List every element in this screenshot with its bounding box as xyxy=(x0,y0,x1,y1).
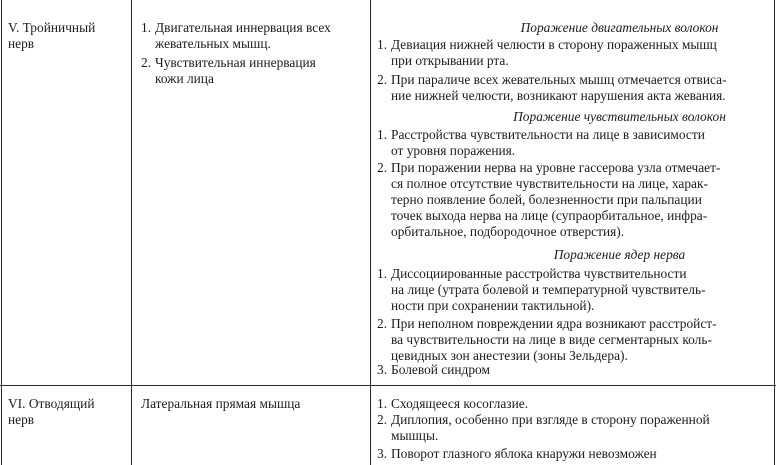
function-text: Латеральная прямая мышца xyxy=(141,396,301,411)
section-heading: Поражение двигательных волокон xyxy=(520,20,719,35)
nerve-name-line: V. Тройничный xyxy=(8,20,96,35)
column-divider-1 xyxy=(131,0,132,465)
section-heading: Поражение чувствительных волокон xyxy=(513,109,726,124)
section-heading: Поражение ядер нерва xyxy=(553,247,686,262)
nerve-name-line: нерв xyxy=(8,412,35,427)
column-divider-2 xyxy=(370,0,371,465)
row-divider xyxy=(0,385,776,386)
table-right-border xyxy=(774,0,775,465)
nerve-name-line: нерв xyxy=(8,36,35,51)
nerve-name-line: VI. Отводящий xyxy=(8,396,95,411)
table-left-border xyxy=(1,0,2,465)
